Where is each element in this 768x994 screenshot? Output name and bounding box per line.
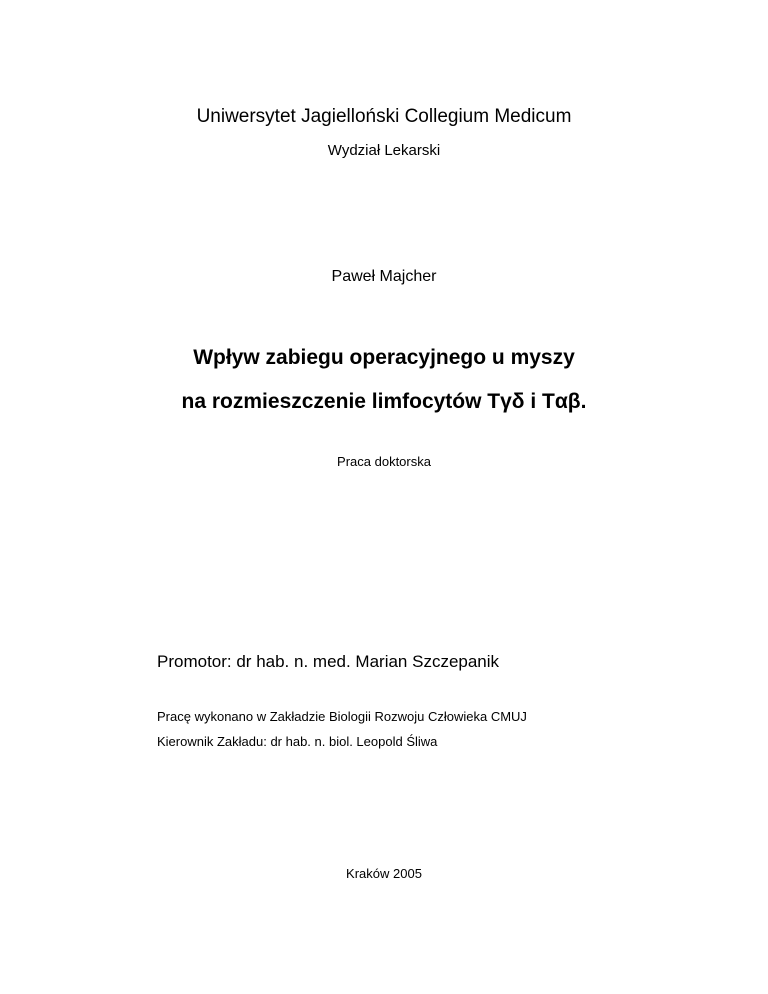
department-line: Pracę wykonano w Zakładzie Biologii Rozwoju Człowieka CMUJ bbox=[157, 709, 527, 724]
department-head-line: Kierownik Zakładu: dr hab. n. biol. Leopold Śliwa bbox=[157, 734, 438, 749]
thesis-title-line-1: Wpływ zabiegu operacyjnego u myszy bbox=[193, 346, 575, 369]
place-and-year: Kraków 2005 bbox=[346, 866, 422, 881]
university-name: Uniwersytet Jagielloński Collegium Medicum bbox=[196, 106, 572, 127]
author-name: Paweł Majcher bbox=[331, 268, 437, 285]
faculty-name: Wydział Lekarski bbox=[327, 142, 441, 159]
promotor-line: Promotor: dr hab. n. med. Marian Szczepanik bbox=[157, 652, 500, 671]
thesis-title-line-2: na rozmieszczenie limfocytów Tγδ i Tαβ. bbox=[181, 390, 587, 413]
document-type: Praca doktorska bbox=[337, 454, 431, 469]
